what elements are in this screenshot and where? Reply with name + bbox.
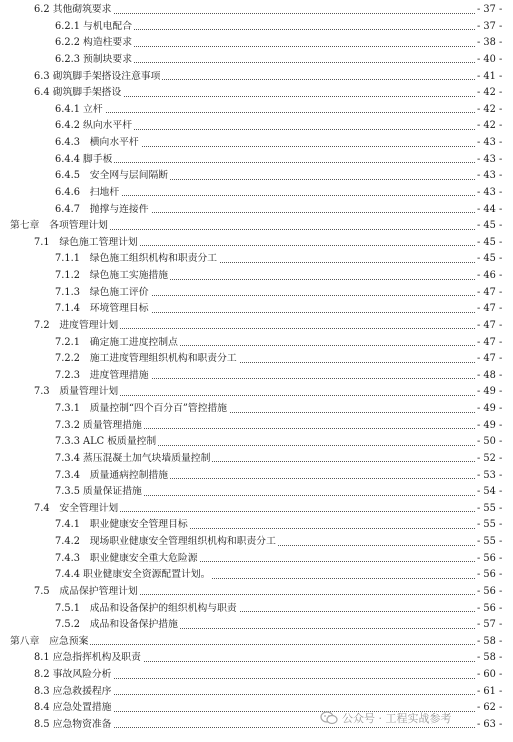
toc-entry-title: 7.1.4 环境管理目标 [55,301,151,318]
toc-page-number: - 49 - [477,418,511,435]
toc-entry-title: 7.4 安全管理计划 [34,501,120,518]
toc-entry-title: 7.2 进度管理计划 [34,318,120,335]
toc-entry [0,19,513,36]
toc-entry [0,501,513,518]
dot-leader [55,112,475,113]
toc-entry [0,118,513,135]
toc-entry-title: 6.3 砌筑脚手架搭设注意事项 [34,69,162,86]
toc-entry [0,69,513,86]
toc-entry [0,484,513,501]
toc-entry-title: 6.4.1 立杆 [55,102,105,119]
toc-page-number: - 50 - [477,434,511,451]
toc-entry [0,102,513,119]
toc-entry [0,667,513,684]
toc-entry-title: 8.3 应急救援程序 [34,684,113,701]
toc-entry-title: 6.4.3 横向水平杆 [55,135,141,152]
toc-entry [0,551,513,568]
toc-entry-title: 7.4.3 职业健康安全重大危险源 [55,551,200,568]
toc-page-number: - 55 - [477,517,511,534]
toc-entry-title: 7.1.2 绿色施工实施措施 [55,268,170,285]
toc-entry-title: 7.3.4 蒸压混凝土加气块墙质量控制 [55,451,212,468]
toc-page-number: - 43 - [477,135,511,152]
toc-page-number: - 45 - [477,251,511,268]
toc-entry [0,202,513,219]
toc-page-number: - 42 - [477,102,511,119]
toc-entry [0,268,513,285]
toc-entry [0,185,513,202]
toc-entry-title: 7.5.1 成品和设备保护的组织机构与职责 [55,601,239,618]
toc-page-number: - 38 - [477,35,511,52]
toc-chapter-entry [0,634,513,651]
toc-entry-title: 6.2.1 与机电配合 [55,19,134,36]
toc-entry-title: 8.5 应急物资准备 [34,717,113,734]
toc-page-number: - 44 - [477,202,511,219]
toc-entry-title: 6.2 其他砌筑要求 [34,2,113,19]
toc-page-number: - 42 - [477,85,511,102]
toc-page-number: - 47 - [477,301,511,318]
toc-entry [0,301,513,318]
toc-entry [0,135,513,152]
toc-page-number: - 43 - [477,152,511,169]
toc-entry [0,168,513,185]
watermark-text: 公众号 · 工程实战参考 [342,712,452,725]
toc-page-number: - 54 - [477,484,511,501]
toc-entry-title: 第七章 各项管理计划 [10,218,110,235]
toc-entry [0,152,513,169]
toc-entry-title: 7.2.3 进度管理措施 [55,368,151,385]
toc-page-number: - 47 - [477,351,511,368]
toc-page-number: - 47 - [477,335,511,352]
toc-entry [0,401,513,418]
toc-entry-title: 7.4.1 职业健康安全管理目标 [55,517,190,534]
toc-entry [0,567,513,584]
toc-page-number: - 45 - [477,218,511,235]
toc-entry [0,35,513,52]
toc-entry-title: 7.1.1 绿色施工组织机构和职责分工 [55,251,219,268]
toc-page-number: - 61 - [477,684,511,701]
toc-entry-title: 6.2.3 预制块要求 [55,52,134,69]
toc-entry-title: 6.4.6 扫地杆 [55,185,121,202]
toc-page-number: - 60 - [477,667,511,684]
toc-entry [0,2,513,19]
toc-entry [0,468,513,485]
toc-entry [0,451,513,468]
toc-entry-title: 7.1 绿色施工管理计划 [34,235,140,252]
toc-page-number: - 43 - [477,185,511,202]
toc-page-number: - 56 - [477,601,511,618]
toc-page-number: - 63 - [477,717,511,734]
toc-entry-title: 6.4.4 脚手板 [55,152,114,169]
toc-page-number: - 42 - [477,118,511,135]
toc-entry-title: 7.3 质量管理计划 [34,384,120,401]
toc-entry [0,434,513,451]
toc-page-number: - 46 - [477,268,511,285]
toc-page-number: - 53 - [477,468,511,485]
toc-page-number: - 55 - [477,534,511,551]
toc-entry [0,617,513,634]
toc-entry [0,418,513,435]
toc-entry-title: 7.3.4 质量通病控制措施 [55,468,170,485]
toc-entry-title: 7.3.5 质量保证措施 [55,484,144,501]
toc-entry [0,517,513,534]
toc-page-number: - 62 - [477,700,511,717]
toc-page-number: - 58 - [477,650,511,667]
toc-page-number: - 56 - [477,551,511,568]
toc-page-number: - 52 - [477,451,511,468]
toc-entry [0,351,513,368]
toc-entry-title: 6.4.7 抛撑与连接件 [55,202,151,219]
toc-entry-title: 7.3.2 质量管理措施 [55,418,144,435]
toc-page-number: - 40 - [477,52,511,69]
toc-entry-title: 7.3.3 ALC 板质量控制 [55,434,158,451]
toc-entry-title: 6.4.2 纵向水平杆 [55,118,134,135]
toc-page-number: - 49 - [477,384,511,401]
toc-entry-title: 6.4.5 安全网与层间隔断 [55,168,170,185]
toc-entry [0,52,513,69]
toc-page-number: - 56 - [477,584,511,601]
toc-page-number: - 43 - [477,168,511,185]
toc-entry-title: 7.4.4 职业健康安全资源配置计划。 [55,567,212,584]
toc-entry [0,601,513,618]
wechat-icon [320,711,338,725]
toc-entry [0,235,513,252]
toc-page-number: - 56 - [477,567,511,584]
toc-entry-title: 7.5.2 成品和设备保护措施 [55,617,180,634]
toc-entry [0,318,513,335]
toc-entry-title: 7.2.1 确定施工进度控制点 [55,335,180,352]
toc-entry-title: 7.1.3 绿色施工评价 [55,285,151,302]
toc-entry [0,684,513,701]
toc-page-number: - 49 - [477,401,511,418]
toc-entry-title: 6.2.2 构造柱要求 [55,35,134,52]
toc-entry [0,335,513,352]
toc-entry-title: 第八章 应急预案 [10,634,90,651]
toc-entry [0,384,513,401]
toc-entry [0,584,513,601]
toc-entry [0,368,513,385]
toc-page-number: - 47 - [477,285,511,302]
toc-entry-title: 7.2.2 施工进度管理组织机构和职责分工 [55,351,239,368]
toc-page-number: - 48 - [477,368,511,385]
table-of-contents [0,2,513,734]
toc-chapter-entry [0,218,513,235]
toc-page-number: - 57 - [477,617,511,634]
toc-entry-title: 8.4 应急处置措施 [34,700,113,717]
toc-page-number: - 55 - [477,501,511,518]
toc-entry [0,85,513,102]
toc-page-number: - 37 - [477,2,511,19]
toc-page-number: - 58 - [477,634,511,651]
toc-entry-title: 7.4.2 现场职业健康安全管理组织机构和职责分工 [55,534,278,551]
toc-entry [0,251,513,268]
dot-leader [55,162,475,163]
toc-entry-title: 7.3.1 质量控制“四个百分百”管控措施 [55,401,229,418]
toc-entry-title: 7.5 成品保护管理计划 [34,584,140,601]
toc-entry-title: 6.4 砌筑脚手架搭设 [34,85,123,102]
toc-entry [0,650,513,667]
toc-page-number: - 47 - [477,318,511,335]
toc-entry [0,285,513,302]
toc-page-number: - 41 - [477,69,511,86]
toc-page-number: - 45 - [477,235,511,252]
toc-page-number: - 37 - [477,19,511,36]
watermark [320,708,452,728]
toc-entry-title: 8.2 事故风险分析 [34,667,113,684]
toc-entry-title: 8.1 应急指挥机构及职责 [34,650,143,667]
toc-entry [0,534,513,551]
